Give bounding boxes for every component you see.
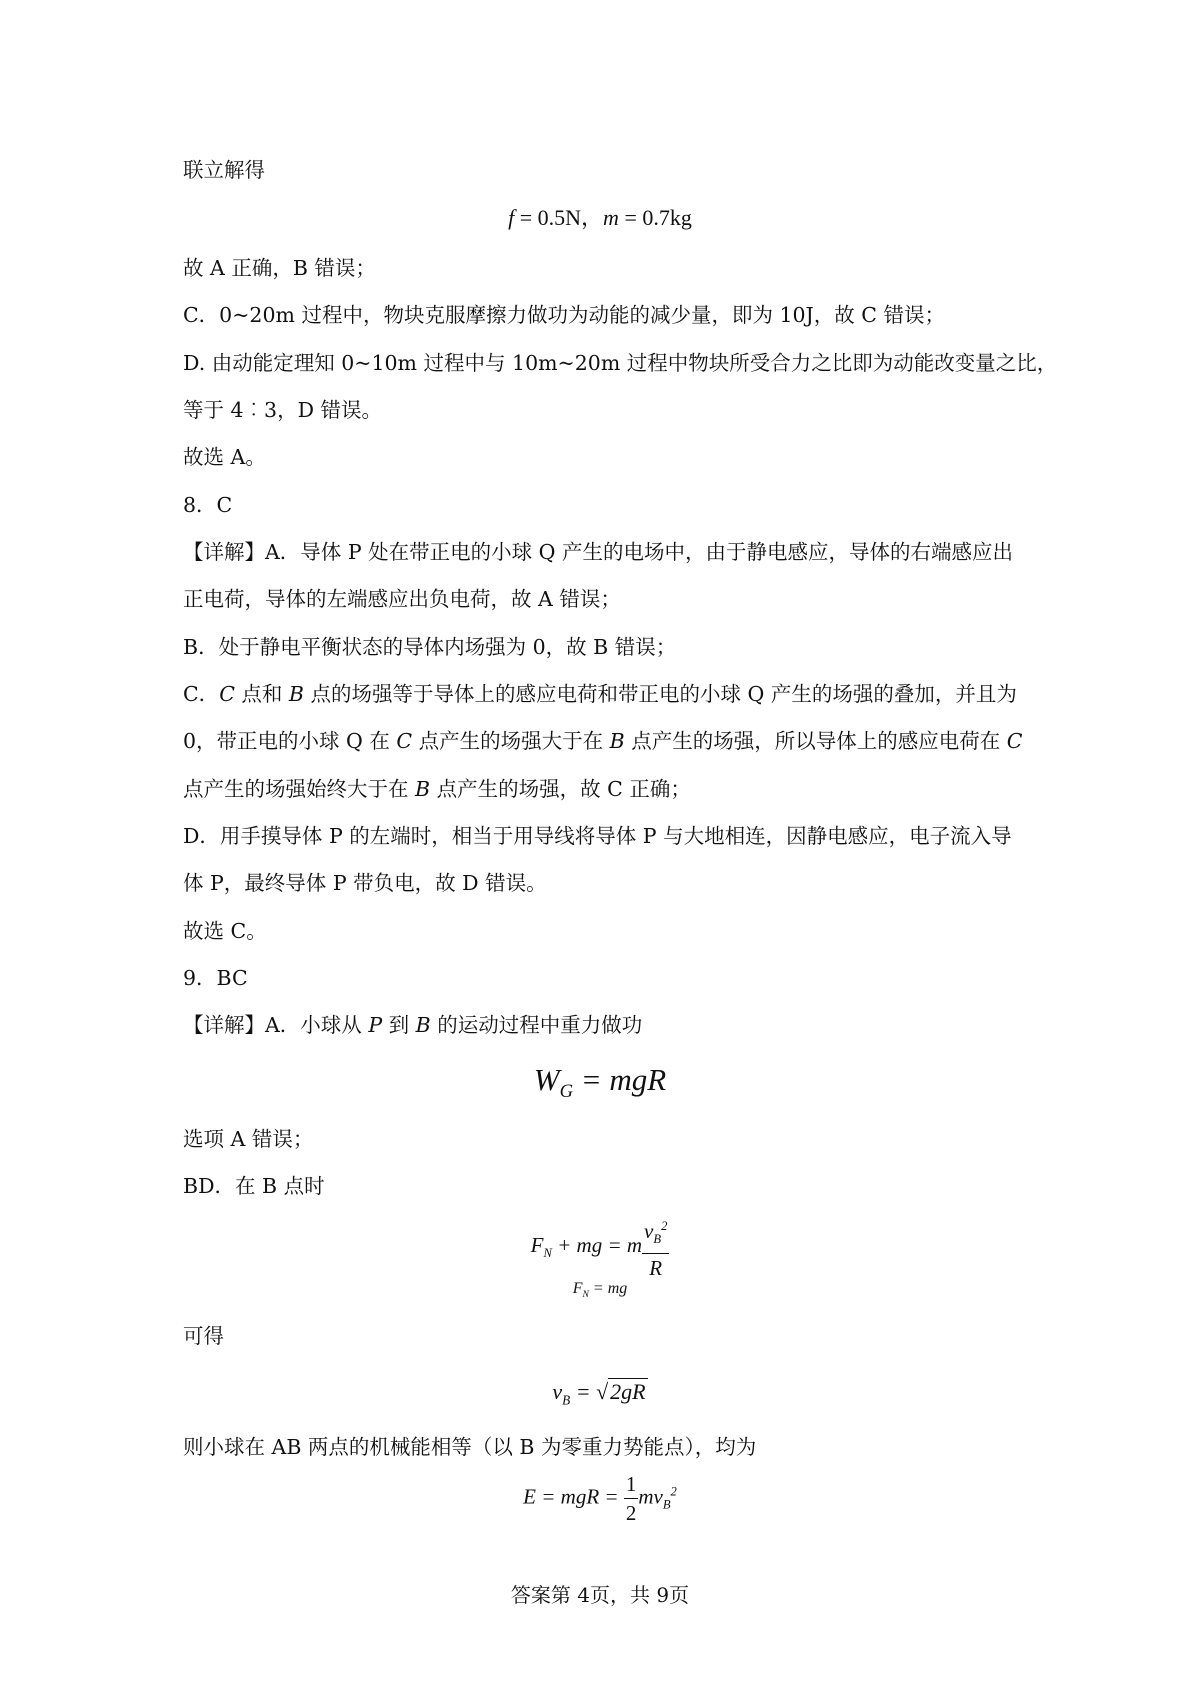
equation-f-m xyxy=(0,203,1200,233)
sqrt-icon: √ xyxy=(596,1379,609,1404)
symbol-F: F xyxy=(572,1280,583,1297)
text-line: 正电荷，导体的左端感应出负电荷，故 A 错误； xyxy=(183,587,621,611)
symbol-v: v xyxy=(552,1379,563,1404)
equation-energy xyxy=(0,1470,1200,1527)
text-span: 的运动过程中重力做功 xyxy=(430,1013,643,1037)
fraction xyxy=(642,1212,669,1282)
question-number: 9．BC xyxy=(183,966,248,990)
symbol-f: f xyxy=(508,205,515,230)
symbol-C: C xyxy=(396,729,413,753)
page-footer: 答案第 4页，共 9页 xyxy=(510,1583,690,1607)
text-line: C．0~20m 过程中，物块克服摩擦力做功为动能的减少量，即为 10J，故 C 错误； xyxy=(183,303,945,327)
text-line: 【详解】A．导体 P 处在带正电的小球 Q 产生的电场中，由于静电感应，导体的右端感应出 xyxy=(183,540,1013,564)
text-line: D. 由动能定理知 0~10m 过程中与 10m~20m 过程中物块所受合力之比即为动能改变量之比， xyxy=(183,351,1058,375)
subscript-G: G xyxy=(559,1081,573,1103)
text-line: D．用手摸导体 P 的左端时，相当于用导线将导体 P 与大地相连，因静电感应，电子流入导 xyxy=(183,824,1012,848)
text-line: 选项 A 错误； xyxy=(183,1127,314,1151)
fraction-numerator xyxy=(642,1212,669,1253)
question-number: 8．C xyxy=(183,493,233,517)
symbol-W: W xyxy=(533,1062,560,1097)
equation-velocity xyxy=(0,1377,1200,1415)
fraction-numerator: 1 xyxy=(625,1472,637,1496)
text-span: C． xyxy=(183,682,220,706)
text-line: 故 A 正确，B 错误； xyxy=(183,256,376,280)
subscript-B: B xyxy=(562,1392,571,1408)
text-line xyxy=(183,1011,1033,1039)
text-line: BD．在 B 点时 xyxy=(183,1174,325,1198)
equation-mid: + mg = m xyxy=(551,1232,643,1257)
text-span: 点产生的场强大于在 xyxy=(412,729,610,753)
text-span: 点产生的场强始终大于在 xyxy=(183,777,416,801)
text-span: 到 xyxy=(382,1013,416,1037)
text-span: 【详解】A．小球从 xyxy=(183,1013,369,1037)
text-line: 等于 4︰3，D 错误。 xyxy=(183,398,383,422)
text-line xyxy=(183,727,1033,755)
equation-rhs: = mg xyxy=(588,1280,628,1297)
text-line: 故选 C。 xyxy=(183,919,267,943)
text-line: B．处于静电平衡状态的导体内场强为 0，故 B 错误； xyxy=(183,635,677,659)
symbol-B: B xyxy=(609,729,625,753)
subscript-B: B xyxy=(653,1232,662,1247)
symbol-C: C xyxy=(219,682,235,706)
symbol-B: B xyxy=(288,682,304,706)
text-span: 0，带正电的小球 Q 在 xyxy=(183,729,397,753)
equation-rhs: = mgR xyxy=(573,1062,667,1097)
text-line: 则小球在 AB 两点的机械能相等（以 B 为零重力势能点），均为 xyxy=(183,1435,757,1459)
symbol-mv: mv xyxy=(638,1484,663,1509)
symbol-v: v xyxy=(644,1219,654,1243)
text-span: 点和 xyxy=(234,682,289,706)
equals-sign: = xyxy=(570,1379,597,1404)
subscript-N: N xyxy=(582,1289,589,1301)
text-line: 联立解得 xyxy=(183,158,265,182)
radicand: 2gR xyxy=(610,1379,646,1404)
text-line: 体 P，最终导体 P 带负电，故 D 错误。 xyxy=(183,871,547,895)
symbol-P: P xyxy=(368,1013,383,1037)
text-line: 故选 A。 xyxy=(183,445,266,469)
f-value: = 0.5N， xyxy=(514,205,604,230)
fraction xyxy=(624,1470,639,1527)
symbol-m: m xyxy=(603,205,619,230)
superscript-2: 2 xyxy=(661,1219,668,1233)
symbol-B: B xyxy=(415,777,431,801)
text-line xyxy=(183,775,1033,803)
text-line: 可得 xyxy=(183,1324,224,1348)
subscript-B: B xyxy=(662,1497,671,1512)
m-value: = 0.7kg xyxy=(618,205,692,230)
text-line xyxy=(183,680,1033,708)
symbol-F: F xyxy=(530,1232,544,1257)
equation-lhs: E = mgR = xyxy=(523,1484,624,1509)
equation-centripetal xyxy=(0,1212,1200,1282)
text-span: 点产生的场强，所以导体上的感应电荷在 xyxy=(624,729,1007,753)
text-span: 点的场强等于导体上的感应电荷和带正电的小球 Q 产生的场强的叠加，并且为 xyxy=(304,682,1017,706)
subscript-N: N xyxy=(543,1246,552,1261)
symbol-C: C xyxy=(1006,729,1023,753)
symbol-B: B xyxy=(415,1013,431,1037)
fraction-denominator: R xyxy=(642,1253,669,1282)
text-span: 点产生的场强，故 C 正确； xyxy=(430,777,691,801)
equation-work-gravity xyxy=(0,1060,1200,1112)
equation-normal-force xyxy=(0,1278,1200,1306)
superscript-2: 2 xyxy=(670,1484,677,1499)
fraction-denominator: 2 xyxy=(624,1498,639,1527)
